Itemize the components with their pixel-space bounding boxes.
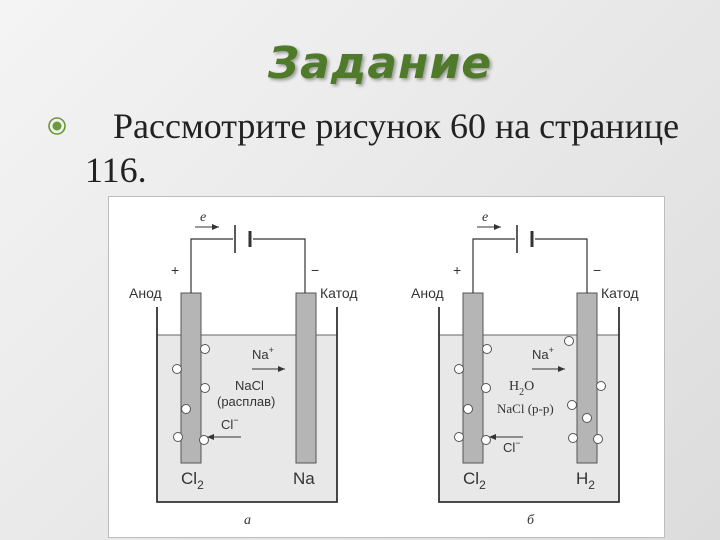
anode-product: $Cl_2$ (463, 469, 486, 492)
anode-label: Анод (411, 285, 444, 301)
cathode-label: Катод (601, 285, 639, 301)
plus-label: + (453, 262, 462, 278)
wire-cathode (535, 239, 587, 293)
anode-electrode (463, 293, 483, 463)
cathode-label: Катод (320, 285, 358, 301)
bullet-icon (47, 116, 67, 136)
anion-label: Cl− (503, 438, 521, 455)
task-text: Рассмотрите рисунок 60 на странице 116. (85, 106, 680, 190)
anion-label: Cl− (221, 415, 239, 432)
cathode-product: Na (293, 469, 315, 488)
electrolyte-label: NaCl (р-р) (497, 401, 554, 416)
electron-label: e (200, 210, 207, 225)
panel-melt (129, 210, 358, 528)
anode-electrode (181, 293, 201, 463)
slide-title: Задание (267, 38, 493, 89)
electrolysis-figure (108, 196, 665, 538)
plus-label: + (171, 262, 180, 278)
cathode-product: $H_2$ (576, 469, 595, 492)
panel-caption-a: а (244, 513, 251, 528)
cathode-electrode (296, 293, 316, 463)
anode-label: Анод (129, 285, 162, 301)
minus-label: − (311, 262, 320, 278)
minus-label: − (593, 262, 602, 278)
anode-product: $Cl_2$ (181, 469, 204, 492)
electron-label: e (482, 210, 489, 225)
wire-cathode (253, 239, 305, 293)
panel-solution (411, 210, 639, 528)
cation-label: Na+ (252, 345, 274, 362)
electrolyte-label: NaCl (235, 378, 264, 393)
cation-label: Na+ (532, 345, 554, 362)
electrolysis-diagram (109, 197, 664, 537)
panel-caption-b: б (527, 513, 535, 528)
water-label: $H_2O$ (509, 379, 535, 398)
electrolyte-state: (расплав) (217, 394, 276, 409)
wire-anode (473, 239, 515, 293)
wire-anode (191, 239, 233, 293)
